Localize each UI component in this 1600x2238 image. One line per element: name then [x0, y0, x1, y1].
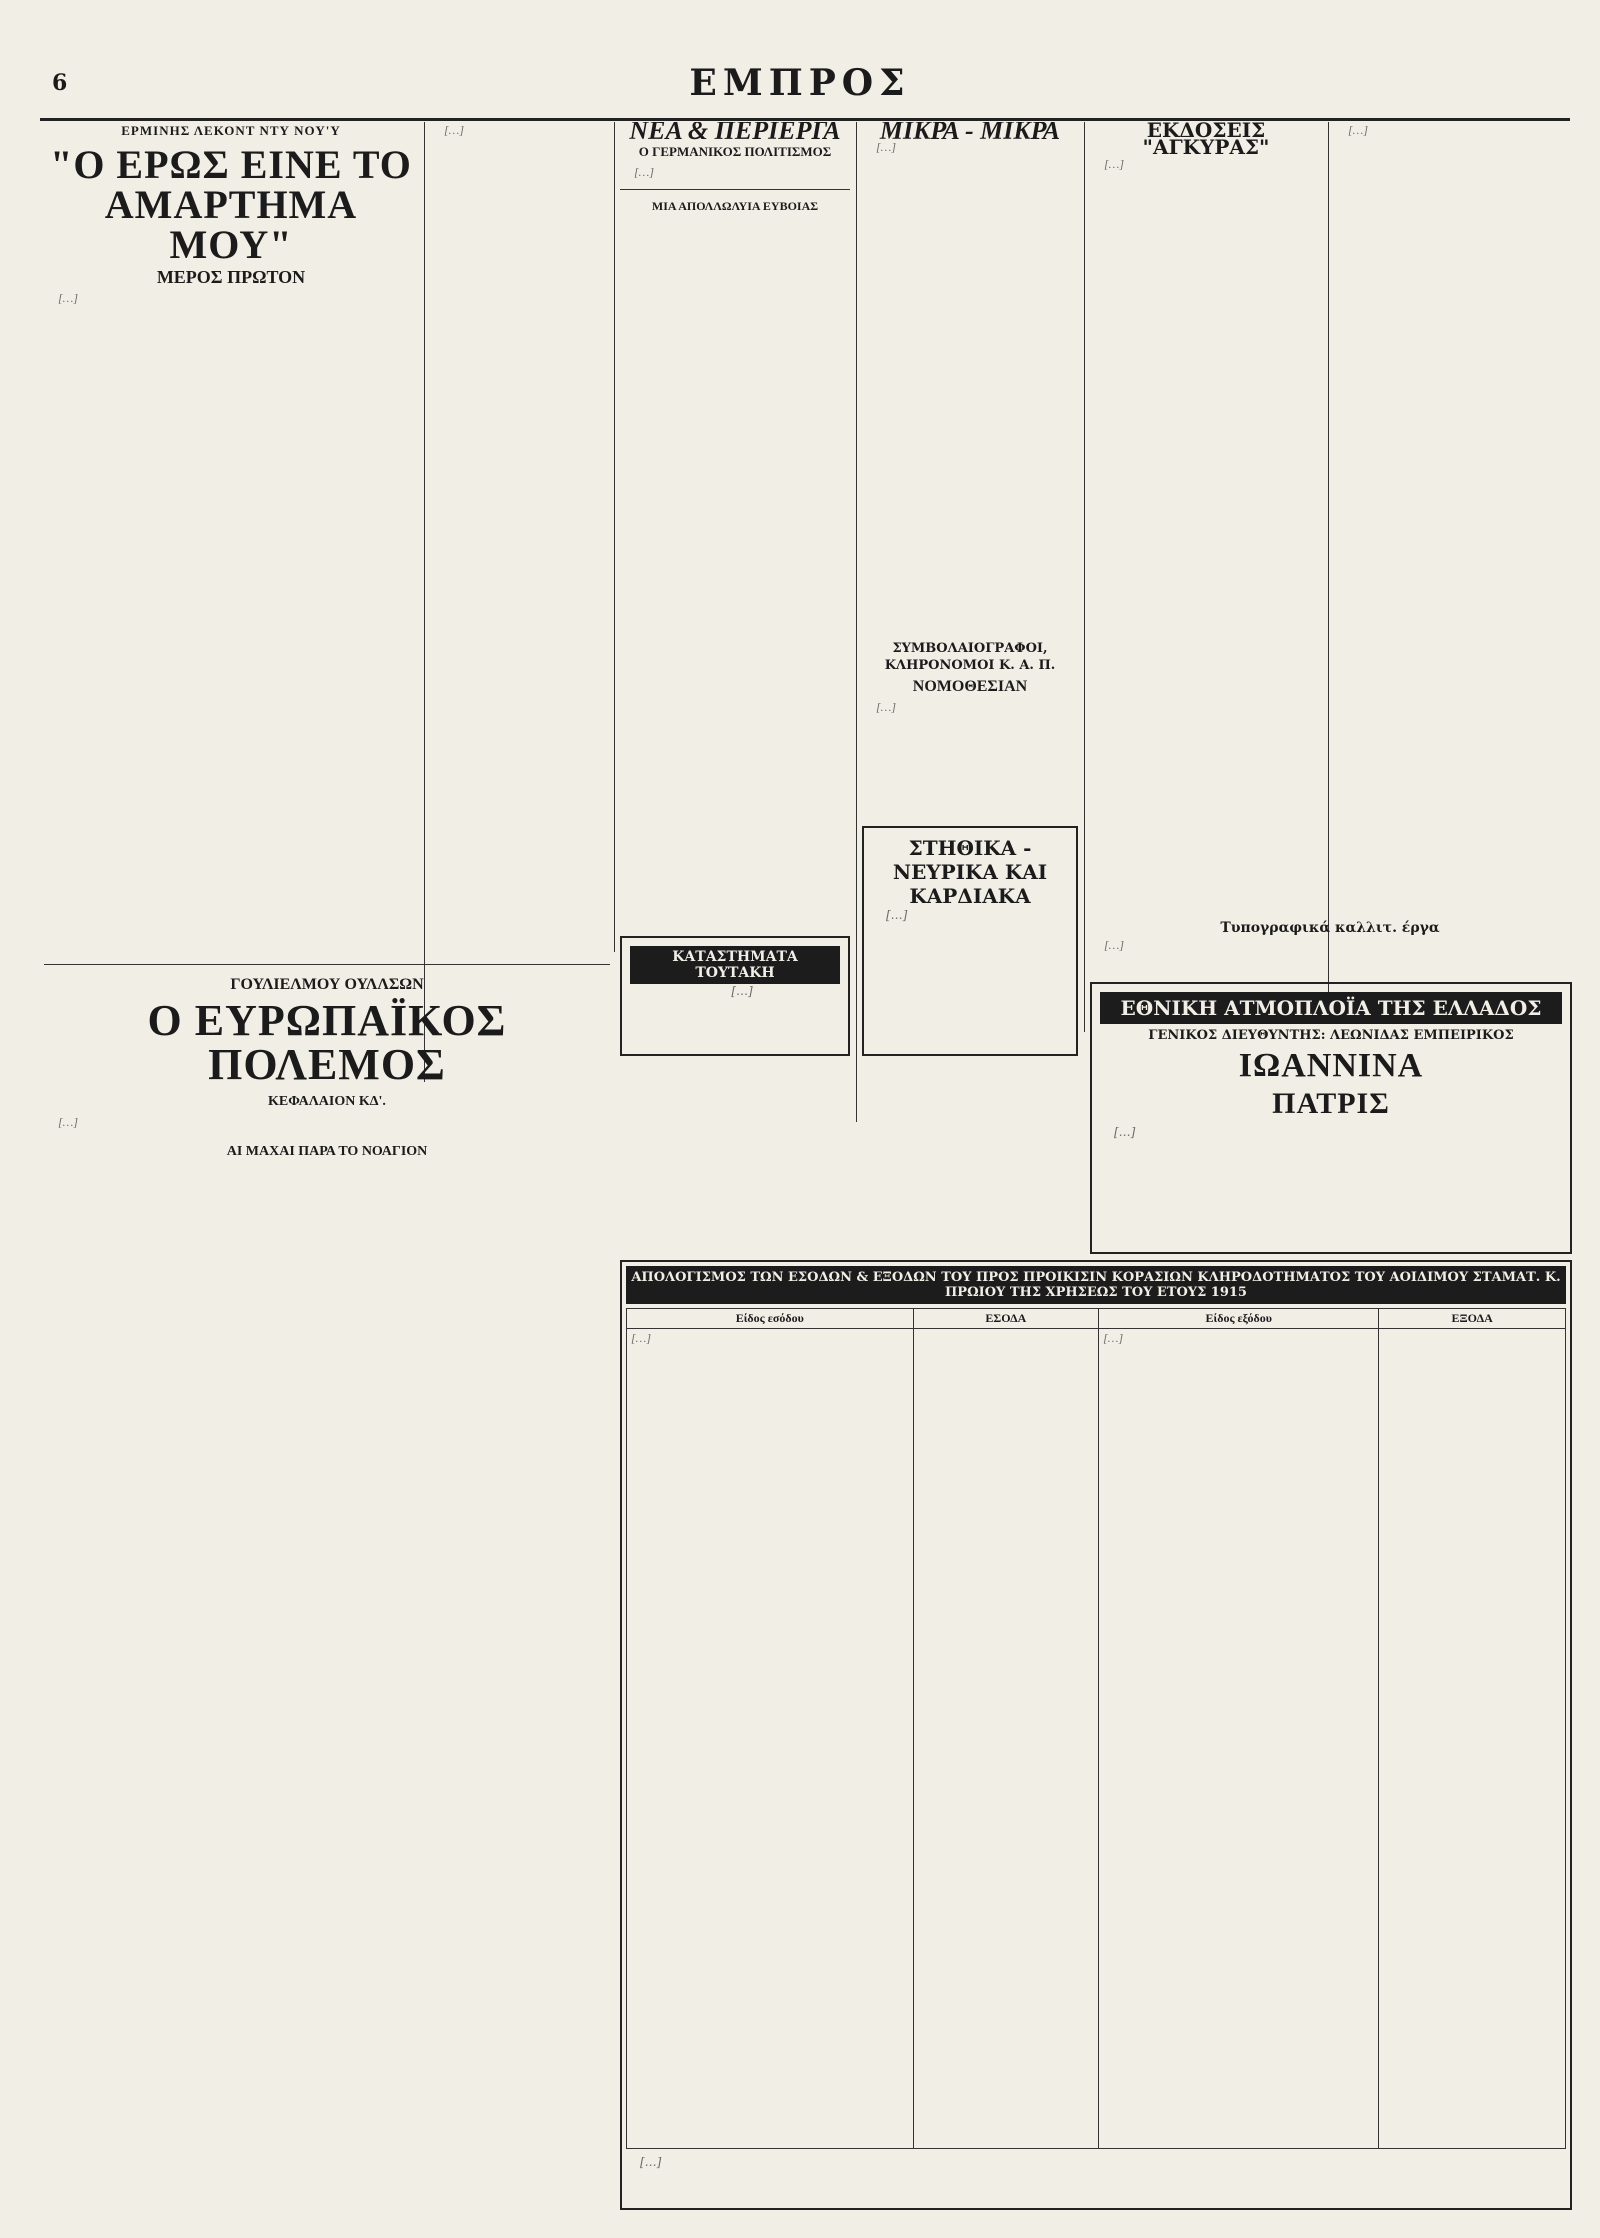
print-ad-body: […] — [1104, 938, 1125, 952]
war-chapter: ΚΕΦΑΛΑΙΟΝ ΚΔ'. — [268, 1094, 386, 1109]
war-subhead: ΑΙ ΜΑΧΑΙ ΠΑΡΑ ΤΟ ΝΟΑΓΙΟΝ — [226, 1144, 428, 1159]
medical-ad-title: ΣΤΗΘΙΚΑ - ΝΕΥΡΙΚΑ ΚΑΙ ΚΑΡΔΙΑΚΑ — [892, 836, 1048, 908]
print-ad — [1090, 920, 1570, 980]
accounts-left-rows: […] — [627, 1329, 914, 2149]
store-ad-body: […] — [731, 984, 753, 998]
books-ad-title: ΕΚΔΟΣΕΙΣ "ΑΓΚΥΡΑΣ" — [1142, 122, 1270, 159]
serial-body-2: […] — [444, 123, 465, 137]
mikra-title: ΜΙΚΡΑ - ΜΙΚΡΑ — [879, 122, 1061, 145]
medical-ad — [862, 826, 1078, 1056]
serial-column — [44, 122, 418, 992]
notices-body: […] — [1348, 123, 1369, 137]
medical-ad-body: […] — [886, 908, 908, 922]
section-divider — [44, 964, 610, 965]
legal-ad-subhead: ΝΟΜΟΘΕΣΙΑΝ — [912, 678, 1028, 695]
shipping-title: ΕΘΝΙΚΗ ΑΤΜΟΠΛΟΪΑ ΤΗΣ ΕΛΛΑΔΟΣ — [1100, 992, 1562, 1024]
shipping-body: […] — [1114, 1125, 1136, 1139]
accounts-title: ΑΠΟΛΟΓΙΣΜΟΣ ΤΩΝ ΕΣΟΔΩΝ & ΕΞΟΔΩΝ ΤΟΥ ΠΡΟΣ ΠΡΟΙΚΙΣΙΝ ΚΟΡΑΣΙΩΝ ΚΛΗΡΟΔΟΤΗΜΑΤΟΣ ΤΟΥ ΑΟΙΔΙΜΟΥ ΣΤΑΜΑΤ. Κ. ΠΡΩΙΟΥ ΤΗΣ ΧΡΗΣΕΩΣ ΤΟΥ ΕΤΟΥΣ 1915 — [626, 1266, 1566, 1304]
top-rule — [40, 118, 1570, 121]
accounts-right-values — [1379, 1329, 1566, 2149]
serial-author: ΕΡΜΙΝΗΣ ΛΕΚΟΝΤ ΝΤΥ ΝΟΥ'Υ — [121, 123, 341, 138]
war-article — [44, 972, 610, 2212]
legal-ad — [862, 640, 1078, 820]
accounts-right-header: Είδος εξόδου — [1099, 1309, 1379, 1329]
mikra-body: […] — [876, 140, 897, 154]
accounts-left-header: Είδος εσόδου — [627, 1309, 914, 1329]
accounts-footer: […] — [640, 2155, 662, 2169]
legal-ad-title: ΣΥΜΒΟΛΑΙΟΓΡΑΦΟΙ, ΚΛΗΡΟΝΟΜΟΙ Κ. Α. Π. — [884, 641, 1056, 673]
shipping-ad — [1090, 982, 1572, 1254]
books-ad — [1090, 122, 1322, 982]
war-body: […] — [58, 1115, 79, 1129]
war-byline: ΓΟΥΛΙΕΛΜΟΥ ΟΥΛΛΣΩΝ — [230, 976, 424, 993]
serial-part: ΜΕΡΟΣ ΠΡΩΤΟΝ — [156, 267, 306, 287]
war-title: Ο ΕΥΡΩΠΑΪΚΟΣ ΠΟΛΕΜΟΣ — [147, 996, 507, 1089]
column-divider — [614, 122, 615, 952]
column-divider — [424, 122, 425, 1082]
page-number: 6 — [52, 70, 68, 96]
accounts-right-group: ΕΞΟΔΑ — [1379, 1309, 1566, 1329]
accounts-table — [626, 1308, 1566, 2149]
news-subhead-2: ΜΙΑ ΑΠΟΛΛΩΛΥΙΑ ΕΥΒΟΙΑΣ — [651, 199, 819, 213]
serial-column-2 — [430, 122, 610, 962]
shipping-ship-1: ΙΩΑΝΝΙΝΑ — [1238, 1047, 1424, 1084]
shipping-director: ΓΕΝΙΚΟΣ ΔΙΕΥΘΥΝΤΗΣ: ΛΕΩΝΙΔΑΣ ΕΜΠΕΙΡΙΚΟΣ — [1148, 1028, 1514, 1043]
news-subhead-1: Ο ΓΕΡΜΑΝΙΚΟΣ ΠΟΛΙΤΙΣΜΟΣ — [638, 144, 832, 159]
books-ad-body: […] — [1104, 157, 1125, 171]
accounts-left-values — [913, 1329, 1099, 2149]
store-ad — [620, 936, 850, 1056]
serial-title: "Ο ΕΡΩΣ ΕΙΝΕ ΤΟ ΑΜΑΡΤΗΜΑ ΜΟΥ" — [50, 142, 412, 267]
accounts-right-rows: […] — [1099, 1329, 1379, 2149]
store-ad-title: ΚΑΤΑΣΤΗΜΑΤΑ ΤΟΥΤΑΚΗ — [630, 946, 840, 984]
news-title: ΝΕΑ & ΠΕΡΙΕΡΓΑ — [629, 122, 841, 145]
print-ad-title: Τυπογραφικά καλλιτ. έργα — [1220, 920, 1440, 936]
shipping-ship-2: ΠΑΤΡΙΣ — [1272, 1087, 1390, 1120]
accounts-table-block — [620, 1260, 1572, 2210]
news-body: […] — [634, 165, 655, 179]
column-divider — [856, 122, 857, 1122]
news-divider — [620, 189, 850, 190]
legal-ad-body: […] — [876, 700, 897, 714]
notices-column — [1334, 122, 1570, 982]
column-divider — [1328, 122, 1329, 1002]
masthead: ΕΜΠΡΟΣ — [689, 62, 911, 104]
accounts-left-group: ΕΣΟΔΑ — [913, 1309, 1099, 1329]
serial-body: […] — [58, 291, 79, 305]
column-divider — [1084, 122, 1085, 1032]
